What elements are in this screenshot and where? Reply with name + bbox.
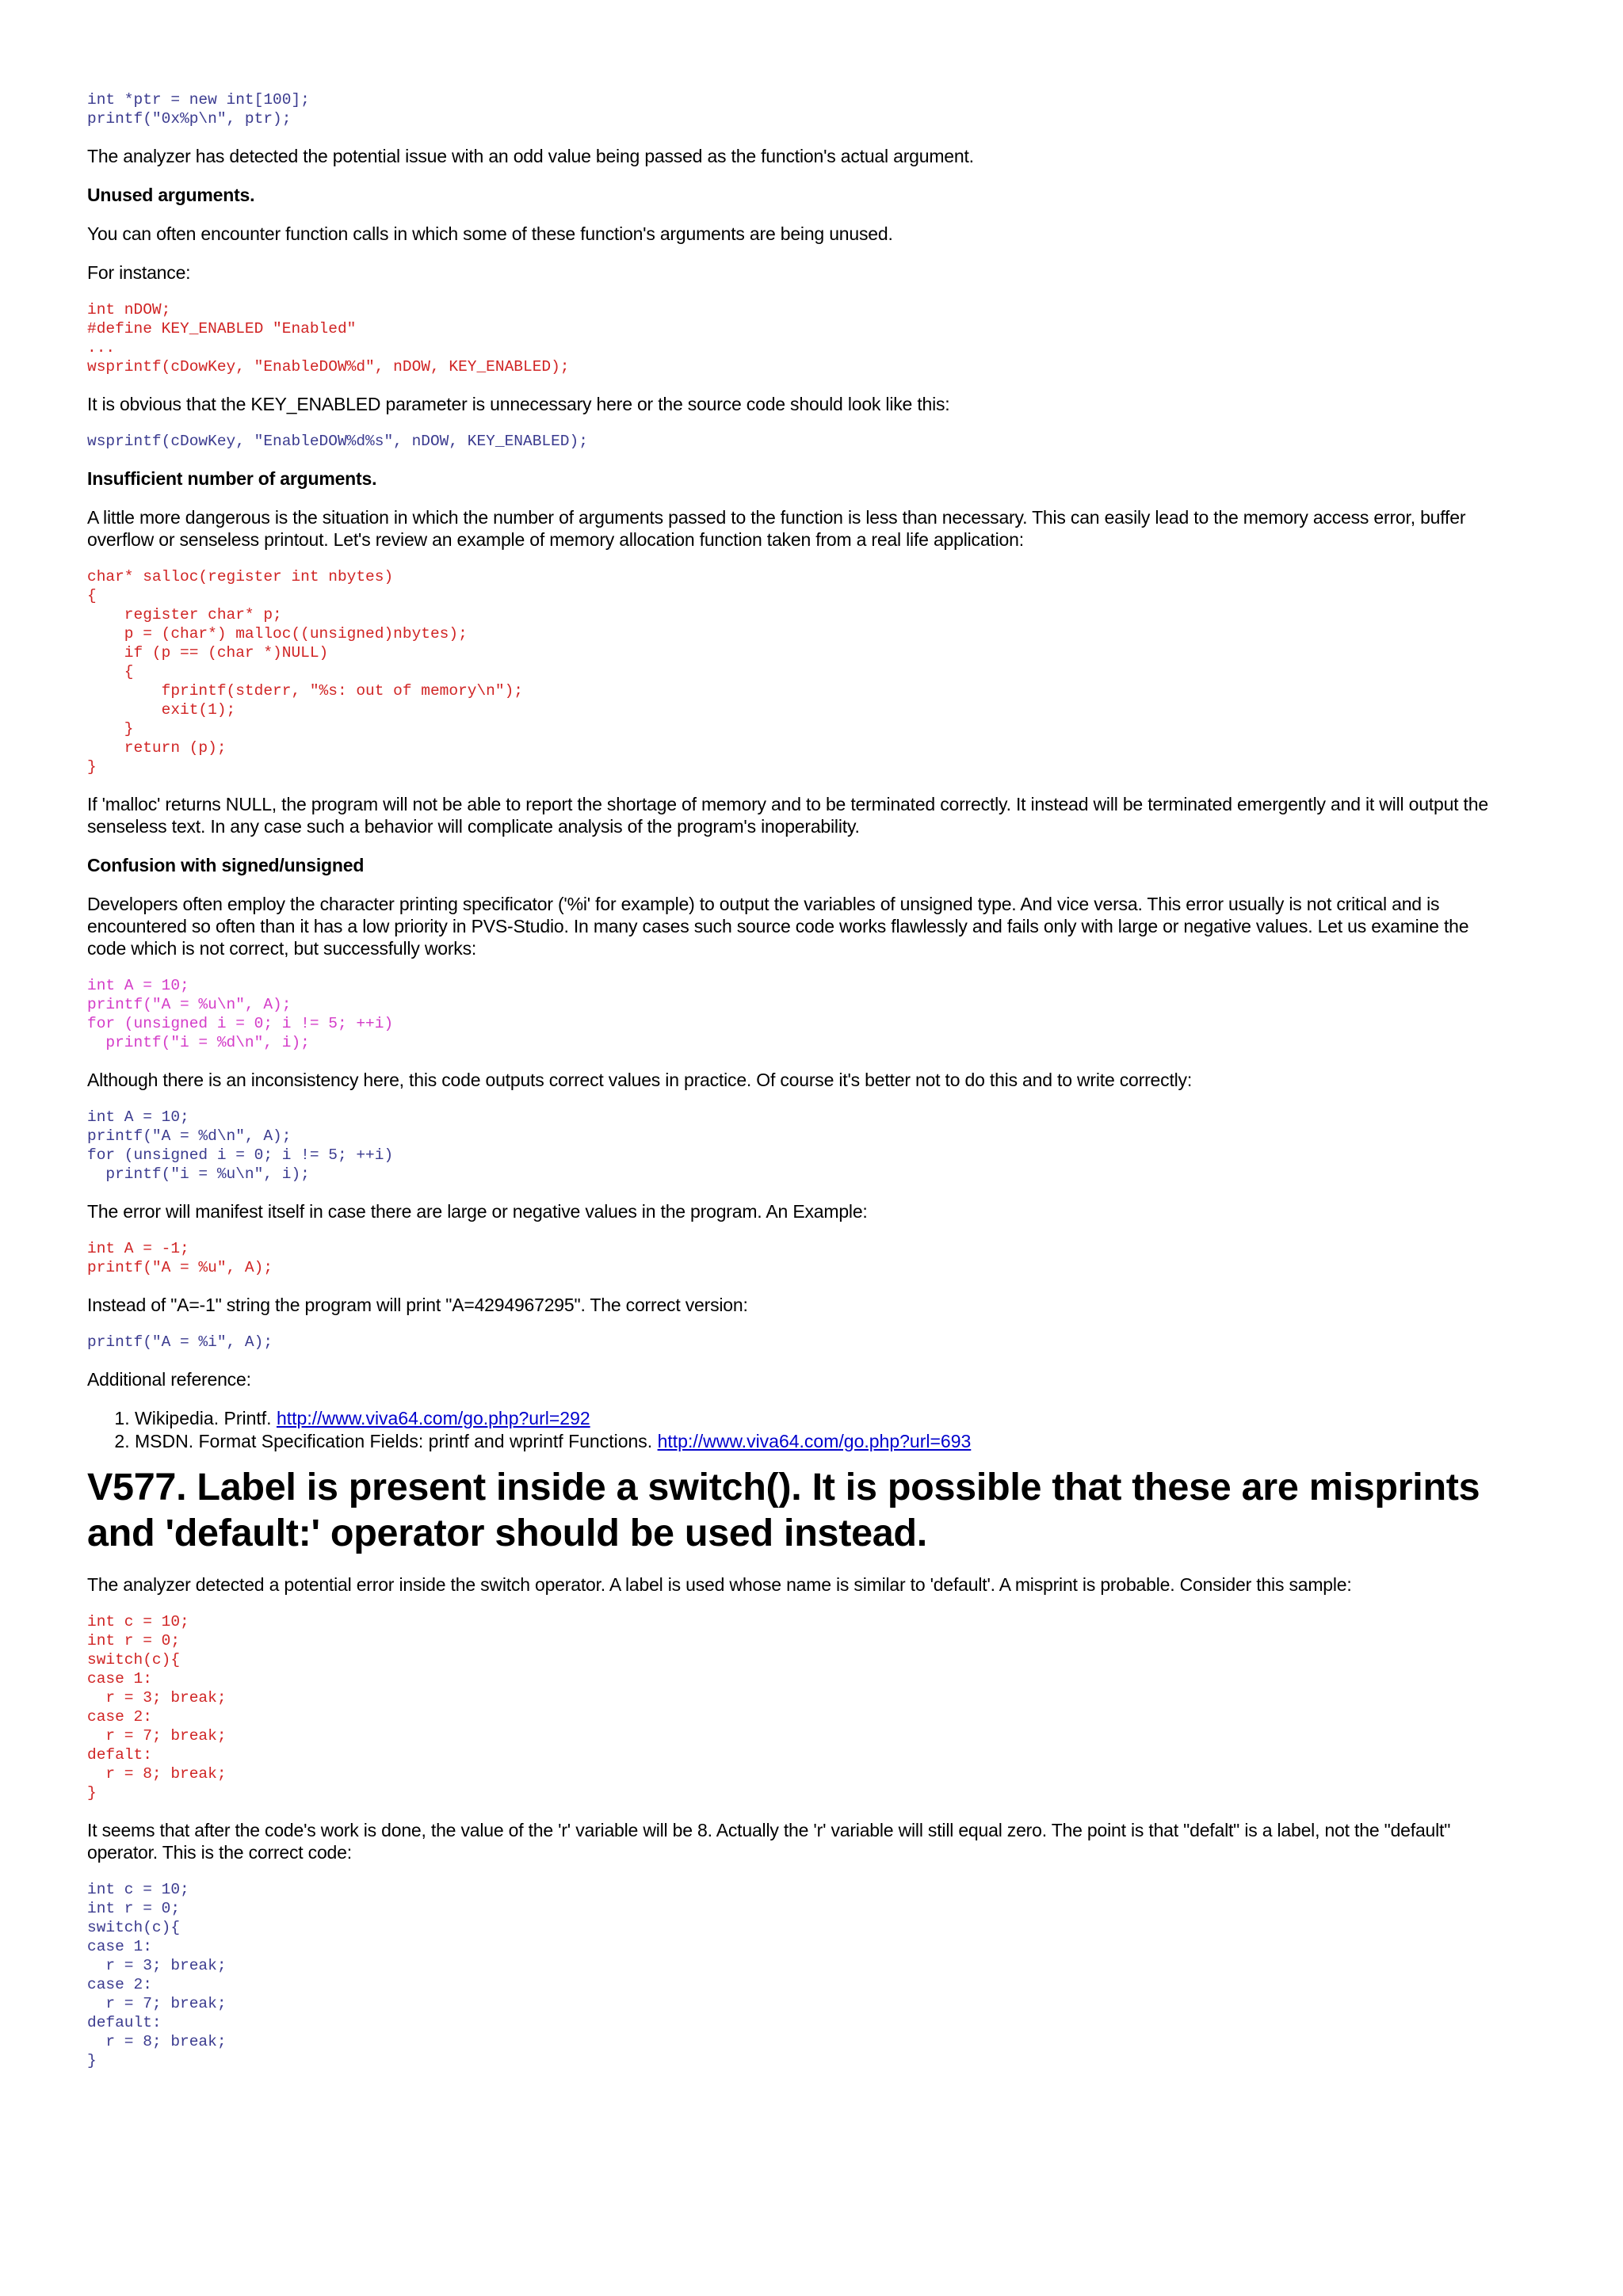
- paragraph: For instance:: [87, 262, 191, 283]
- paragraph: Instead of "A=-1" string the program will print "A=4294967295". The correct version:: [87, 1295, 748, 1315]
- reference-link[interactable]: http://www.viva64.com/go.php?url=292: [276, 1408, 590, 1428]
- code-block-switch-incorrect: int c = 10; int r = 0; switch(c){ case 1: r = 3; break; case 2: r = 7; break; defalt: r = 8; break; }: [87, 1613, 227, 1802]
- paragraph: Developers often employ the character printing specificator ('%i' for example) to output the variables of unsigned type. And vice versa. This error usually is not critical and is encountered so often than it has a low priority in PVS-Studio. In many cases such source code works flawlessly and fails only with large or negative values. Let us examine the code which is not correct, but successfully works:: [87, 894, 1469, 959]
- paragraph: Additional reference:: [87, 1369, 251, 1390]
- code-block-salloc: char* salloc(register int nbytes) { register char* p; p = (char*) malloc((unsigned)nbytes); if (p == (char *)NULL) { fprintf(stderr, "%s: out of memory\n"); exit(1); } return (p); }: [87, 568, 523, 776]
- subheading-signed-unsigned: Confusion with signed/unsigned: [87, 855, 365, 875]
- code-block-wsprintf-incorrect: int nDOW; #define KEY_ENABLED "Enabled" ... wsprintf(cDowKey, "EnableDOW%d", nDOW, KEY_ENABLED);: [87, 301, 570, 376]
- code-block-switch-correct: int c = 10; int r = 0; switch(c){ case 1: r = 3; break; case 2: r = 7; break; default: r = 8; break; }: [87, 1881, 227, 2069]
- paragraph: Although there is an inconsistency here, this code outputs correct values in practice. Of course it's better not to do this and to write correctly:: [87, 1070, 1193, 1090]
- code-block-negative-example: int A = -1; printf("A = %u", A);: [87, 1240, 273, 1276]
- code-block-ptr: int *ptr = new int[100]; printf("0x%p\n", ptr);: [87, 91, 310, 128]
- paragraph: You can often encounter function calls in which some of these function's arguments are being unused.: [87, 223, 893, 244]
- section-heading-v577: V577. Label is present inside a switch(). It is possible that these are misprints and 'default:' operator should be used instead.: [87, 1466, 1480, 1554]
- reference-item: 2. MSDN. Format Specification Fields: printf and wprintf Functions. http://www.viva64.com/go.php?url=693: [135, 1430, 1506, 1453]
- paragraph: If 'malloc' returns NULL, the program will not be able to report the shortage of memory and to be terminated correctly. It instead will be terminated emergently and it will output the senseless text. In any case such a behavior will complicate analysis of the program's inoperability.: [87, 794, 1488, 837]
- paragraph: The analyzer has detected the potential issue with an odd value being passed as the function's actual argument.: [87, 146, 974, 166]
- code-block-correct-version: printf("A = %i", A);: [87, 1333, 273, 1351]
- code-block-unsigned-correct: int A = 10; printf("A = %d\n", A); for (unsigned i = 0; i != 5; ++i) printf("i = %u\n", i);: [87, 1108, 394, 1183]
- reference-list: [87, 1407, 1506, 1453]
- paragraph: It is obvious that the KEY_ENABLED parameter is unnecessary here or the source code should look like this:: [87, 394, 950, 414]
- paragraph: The error will manifest itself in case there are large or negative values in the program. An Example:: [87, 1201, 868, 1222]
- paragraph: The analyzer detected a potential error inside the switch operator. A label is used whose name is similar to 'default'. A misprint is probable. Consider this sample:: [87, 1574, 1352, 1595]
- document-content: [87, 90, 1506, 2070]
- code-block-wsprintf-correct: wsprintf(cDowKey, "EnableDOW%d%s", nDOW, KEY_ENABLED);: [87, 433, 588, 450]
- paragraph: It seems that after the code's work is done, the value of the 'r' variable will be 8. Actually the 'r' variable will still equal zero. The point is that "defalt" is a label, not the "default" operator. This is the correct code:: [87, 1820, 1451, 1863]
- code-block-unsigned-incorrect: int A = 10; printf("A = %u\n", A); for (unsigned i = 0; i != 5; ++i) printf("i = %d\n", i);: [87, 977, 394, 1051]
- subheading-insufficient-arguments: Insufficient number of arguments.: [87, 468, 377, 489]
- paragraph: A little more dangerous is the situation in which the number of arguments passed to the function is less than necessary. This can easily lead to the memory access error, buffer overflow or senseless printout. Let's review an example of memory allocation function taken from a real life application:: [87, 507, 1466, 550]
- subheading-unused-arguments: Unused arguments.: [87, 185, 255, 205]
- reference-item: 1. Wikipedia. Printf. http://www.viva64.com/go.php?url=292: [135, 1407, 1506, 1430]
- reference-link[interactable]: http://www.viva64.com/go.php?url=693: [657, 1431, 972, 1451]
